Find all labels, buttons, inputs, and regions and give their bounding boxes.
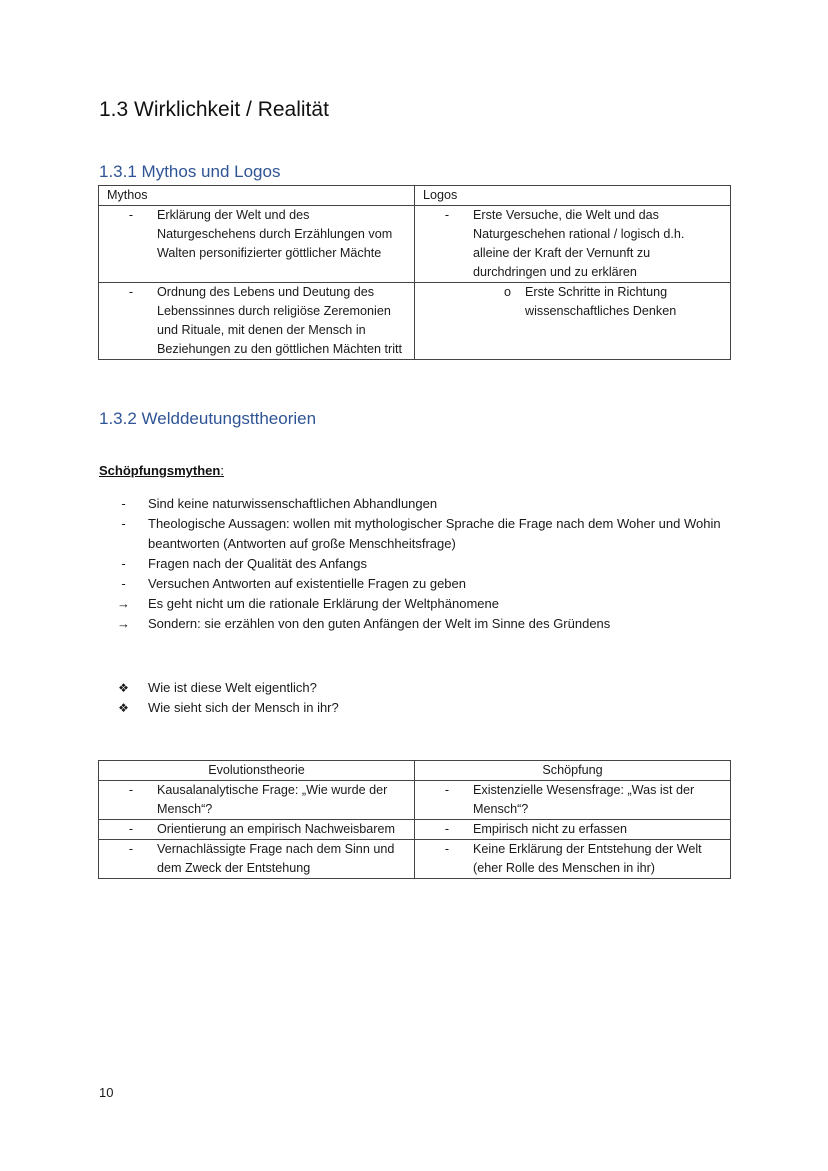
table-cell xyxy=(415,820,731,840)
evolution-schoepfung-table xyxy=(98,760,731,879)
dash-marker: - xyxy=(128,822,134,836)
table-cell xyxy=(99,820,415,840)
list-item xyxy=(99,514,739,554)
list-item-text: Versuchen Antworten auf existentielle Fragen zu geben xyxy=(148,576,466,591)
list-item-text: Es geht nicht um die rationale Erklärung der Weltphänomene xyxy=(148,596,499,611)
table-cell xyxy=(415,206,731,283)
mythos-logos-table xyxy=(98,185,731,360)
section-title: 1.3 Wirklichkeit / Realität xyxy=(99,98,329,121)
table-header-schoepfung: Schöpfung xyxy=(415,761,731,781)
dash-marker: - xyxy=(121,576,126,591)
cell-text: Empirisch nicht zu erfassen xyxy=(473,822,627,836)
table-cell xyxy=(99,840,415,879)
list-item xyxy=(99,678,739,698)
list-item-text: Wie sieht sich der Mensch in ihr? xyxy=(148,700,339,715)
dash-marker: - xyxy=(444,783,450,797)
list-item-text: Fragen nach der Qualität des Anfangs xyxy=(148,556,367,571)
list-item xyxy=(99,574,739,594)
dash-marker: - xyxy=(128,208,134,222)
dash-marker: - xyxy=(128,842,134,856)
table-cell xyxy=(99,206,415,283)
diamond-bullet-icon: ❖ xyxy=(118,701,129,715)
table-row xyxy=(99,820,731,840)
cell-text: Erste Schritte in Richtung wissenschaftliches Denken xyxy=(525,285,677,318)
schoepfungsmythen-list xyxy=(99,494,739,634)
table-row xyxy=(99,840,731,879)
dash-marker: - xyxy=(444,842,450,856)
subsection-title-weltdeutung: 1.3.2 Welddeutungsttheorien xyxy=(99,409,317,428)
cell-text: Erste Versuche, die Welt und das Naturgeschehen rational / logisch d.h. alleine der Kraft der Vernunft zu durchdringen und zu erklären xyxy=(473,208,685,279)
dash-marker: - xyxy=(121,516,126,531)
table-cell xyxy=(99,781,415,820)
cell-text: Kausalanalytische Frage: „Wie wurde der Mensch“? xyxy=(157,783,388,816)
cell-text: Vernachlässigte Frage nach dem Sinn und dem Zweck der Entstehung xyxy=(157,842,395,875)
list-item-text: Theologische Aussagen: wollen mit mythologischer Sprache die Frage nach dem Woher und Wohin beantworten (Antworten auf große Menschheitsfrage) xyxy=(148,516,721,551)
list-item xyxy=(99,614,739,634)
list-item-text: Sind keine naturwissenschaftlichen Abhandlungen xyxy=(148,496,438,511)
cell-text: Keine Erklärung der Entstehung der Welt (eher Rolle des Menschen in ihr) xyxy=(473,842,702,875)
table-cell xyxy=(415,781,731,820)
arrow-right-icon: → xyxy=(117,596,130,611)
questions-list xyxy=(99,678,739,718)
schoepfungsmythen-label: Schöpfungsmythen xyxy=(99,463,221,478)
table-cell xyxy=(99,283,415,360)
page-number: 10 xyxy=(99,1085,114,1100)
circle-marker: o xyxy=(503,285,511,299)
list-item xyxy=(99,698,739,718)
dash-marker: - xyxy=(444,208,450,222)
diamond-bullet-icon: ❖ xyxy=(118,681,129,695)
list-item xyxy=(99,554,739,574)
table-cell xyxy=(415,840,731,879)
list-item xyxy=(99,594,739,614)
arrow-right-icon: → xyxy=(117,616,130,631)
dash-marker: - xyxy=(128,783,134,797)
table-header-evolutionstheorie: Evolutionstheorie xyxy=(99,761,415,781)
cell-text: Existenzielle Wesensfrage: „Was ist der Mensch“? xyxy=(473,783,695,816)
table-header-logos: Logos xyxy=(415,186,731,206)
table-header-mythos: Mythos xyxy=(99,186,415,206)
dash-marker: - xyxy=(444,822,450,836)
cell-text: Ordnung des Lebens und Deutung des Lebenssinnes durch religiöse Zeremonien und Rituale, mit denen der Mensch in Beziehungen zu den göttlichen Mächten tritt xyxy=(157,285,403,356)
table-header-row xyxy=(99,186,731,206)
table-cell xyxy=(415,283,731,360)
list-item-text: Wie ist diese Welt eigentlich? xyxy=(148,680,317,695)
schoepfungsmythen-heading xyxy=(99,463,224,478)
table-row xyxy=(99,781,731,820)
dash-marker: - xyxy=(128,285,134,299)
dash-marker: - xyxy=(121,496,126,511)
heading-colon: : xyxy=(220,463,224,478)
table-header-row xyxy=(99,761,731,781)
cell-text: Orientierung an empirisch Nachweisbarem xyxy=(157,822,395,836)
cell-text: Erklärung der Welt und des Naturgeschehens durch Erzählungen vom Walten personifizierter göttlicher Mächte xyxy=(157,208,393,260)
table-row xyxy=(99,206,731,283)
list-item xyxy=(99,494,739,514)
dash-marker: - xyxy=(121,556,126,571)
list-item-text: Sondern: sie erzählen von den guten Anfängen der Welt im Sinne des Gründens xyxy=(148,616,611,631)
table-row xyxy=(99,283,731,360)
subsection-title-mythos-logos: 1.3.1 Mythos und Logos xyxy=(99,162,281,181)
